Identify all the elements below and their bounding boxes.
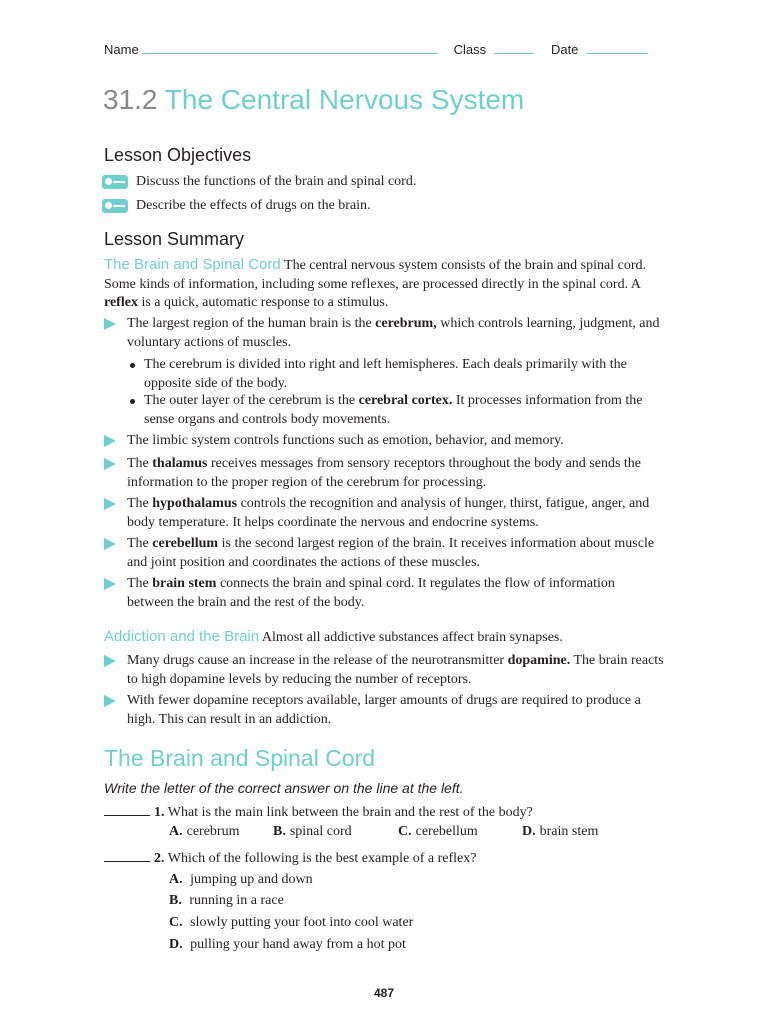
- name-label: Name: [104, 42, 139, 57]
- option-text: jumping up and down: [190, 872, 313, 887]
- option-text: spinal cord: [289, 824, 352, 839]
- option-letter: A.: [169, 872, 183, 887]
- term-dopamine: dopamine.: [507, 653, 571, 668]
- text: is the second largest region of the brain. It receives information about muscle and joint position and coordinates the actions of these muscles.: [127, 536, 655, 570]
- summary-heading: Lesson Summary: [104, 229, 245, 249]
- triangle-bullet-icon: [104, 695, 116, 707]
- option-text: cerebrum: [186, 824, 240, 839]
- option-letter: D.: [522, 824, 536, 839]
- section-heading: The Brain and Spinal Cord: [104, 745, 376, 771]
- term-cerebrum: cerebrum,: [375, 316, 437, 331]
- dot-bullet-icon: [130, 399, 135, 404]
- summary-bullet: [104, 535, 664, 572]
- dot-bullet-icon: [130, 363, 135, 368]
- option-letter: B.: [169, 893, 182, 908]
- text: The: [127, 496, 153, 511]
- option: [273, 824, 352, 840]
- objective-item: [102, 174, 416, 190]
- option: [169, 937, 406, 953]
- text: receives messages from sensory receptors throughout the body and sends the information to the proper region of the cerebrum for processing.: [127, 456, 641, 490]
- date-label: Date: [550, 42, 579, 57]
- term-cerebellum: cerebellum: [152, 536, 219, 551]
- bullet-text: The cerebrum is divided into right and left hemispheres. Each deals primarily with the opposite side of the body.: [144, 357, 627, 391]
- option-letter: A.: [169, 824, 183, 839]
- term-reflex: reflex: [104, 295, 138, 310]
- text: The: [127, 576, 153, 591]
- question-1: [104, 803, 533, 821]
- triangle-bullet-icon: [104, 655, 116, 667]
- summary-bullet: [104, 315, 664, 352]
- bullet-text: [127, 495, 664, 532]
- objective-text: Describe the effects of drugs on the brain.: [136, 198, 371, 213]
- option-text: running in a race: [189, 893, 284, 908]
- triangle-bullet-icon: [104, 538, 116, 550]
- text: The brain reacts to high dopamine levels by reducing the number of receptors.: [127, 653, 664, 687]
- text: The largest region of the human brain is the: [127, 316, 376, 331]
- objective-text: Discuss the functions of the brain and spinal cord.: [136, 174, 417, 189]
- question-number: 2.: [154, 851, 165, 866]
- summary-bullet: [104, 652, 664, 689]
- option: [169, 893, 284, 909]
- summary-bullet: [104, 495, 664, 532]
- triangle-bullet-icon: [104, 458, 116, 470]
- class-field[interactable]: [494, 40, 534, 54]
- objectives-heading: Lesson Objectives: [104, 145, 252, 165]
- name-field[interactable]: [142, 40, 438, 54]
- triangle-bullet-icon: [104, 318, 116, 330]
- triangle-bullet-icon: [104, 498, 116, 510]
- section-number: 31.2: [103, 84, 158, 115]
- text: The outer layer of the cerebrum is the: [144, 393, 359, 408]
- summary-bullet: [104, 432, 664, 451]
- bullet-text: [127, 535, 664, 572]
- bullet-text: With fewer dopamine receptors available, larger amounts of drugs are required to produce a high. This can result in an addiction.: [127, 693, 641, 727]
- summary-bullet: [104, 455, 664, 492]
- key-icon: [102, 175, 128, 189]
- option-letter: C.: [398, 824, 412, 839]
- triangle-bullet-icon: [104, 578, 116, 590]
- instructions: Write the letter of the correct answer on the line at the left.: [104, 780, 464, 796]
- text: controls the recognition and analysis of hunger, thirst, fatigue, anger, and body temperature. It helps coordinate the nervous and endocrine systems.: [127, 496, 650, 530]
- option-letter: D.: [169, 937, 183, 952]
- bullet-text: [127, 455, 664, 492]
- term-hypothalamus: hypothalamus: [152, 496, 238, 511]
- date-field[interactable]: [586, 40, 648, 54]
- class-label: Class: [453, 42, 487, 57]
- term-cerebral-cortex: cerebral cortex.: [358, 393, 453, 408]
- summary-sub-bullet: [128, 392, 663, 429]
- addiction-intro-paragraph: [104, 628, 664, 648]
- brain-lead: The Brain and Spinal Cord: [104, 256, 281, 273]
- question-text: What is the main link between the brain and the rest of the body?: [167, 805, 533, 820]
- brain-intro-paragraph: [104, 256, 664, 313]
- answer-blank[interactable]: [104, 803, 150, 816]
- option-text: pulling your hand away from a hot pot: [190, 937, 406, 952]
- question-text: Which of the following is the best example of a reflex?: [167, 851, 477, 866]
- option: [169, 915, 413, 931]
- bullet-text: [127, 315, 664, 352]
- intro-text: Almost all addictive substances affect brain synapses.: [259, 630, 563, 645]
- summary-sub-bullet: [128, 356, 663, 393]
- text: connects the brain and spinal cord. It regulates the flow of information between the brain and the rest of the body.: [127, 576, 615, 610]
- bullet-text: [144, 392, 663, 429]
- bullet-text: The limbic system controls functions such as emotion, behavior, and memory.: [127, 433, 564, 448]
- answer-blank[interactable]: [104, 849, 150, 862]
- summary-bullet: [104, 575, 664, 612]
- student-info-header: [104, 40, 648, 57]
- summary-bullet: [104, 692, 664, 729]
- bullet-text: [127, 575, 664, 612]
- page-number: 487: [373, 986, 395, 1000]
- objective-item: [102, 198, 371, 214]
- option-letter: B.: [273, 824, 286, 839]
- section-title: The Central Nervous System: [164, 84, 525, 115]
- option: [522, 824, 598, 840]
- option: [169, 872, 313, 888]
- question-number: 1.: [154, 805, 165, 820]
- option-text: slowly putting your foot into cool water: [190, 915, 414, 930]
- text: which controls learning, judgment, and voluntary actions of muscles.: [127, 316, 660, 350]
- text: The: [127, 536, 153, 551]
- term-brain-stem: brain stem: [152, 576, 217, 591]
- term-thalamus: thalamus: [152, 456, 208, 471]
- option: [169, 824, 239, 840]
- text: Many drugs cause an increase in the release of the neurotransmitter: [127, 653, 508, 668]
- option-text: cerebellum: [415, 824, 478, 839]
- bullet-text: [127, 652, 664, 689]
- option-text: brain stem: [539, 824, 599, 839]
- page-title: [103, 84, 524, 116]
- text: The: [127, 456, 153, 471]
- option: [398, 824, 478, 840]
- option-letter: C.: [169, 915, 183, 930]
- question-2: [104, 849, 476, 867]
- intro-text: is a quick, automatic response to a stimulus.: [137, 295, 389, 310]
- key-icon: [102, 199, 128, 213]
- addiction-lead: Addiction and the Brain: [104, 628, 260, 645]
- text: It processes information from the sense organs and controls body movements.: [144, 393, 643, 427]
- triangle-bullet-icon: [104, 435, 116, 447]
- intro-text: The central nervous system consists of the brain and spinal cord. Some kinds of information, including some reflexes, are processed directly in the spinal cord. A: [104, 258, 646, 292]
